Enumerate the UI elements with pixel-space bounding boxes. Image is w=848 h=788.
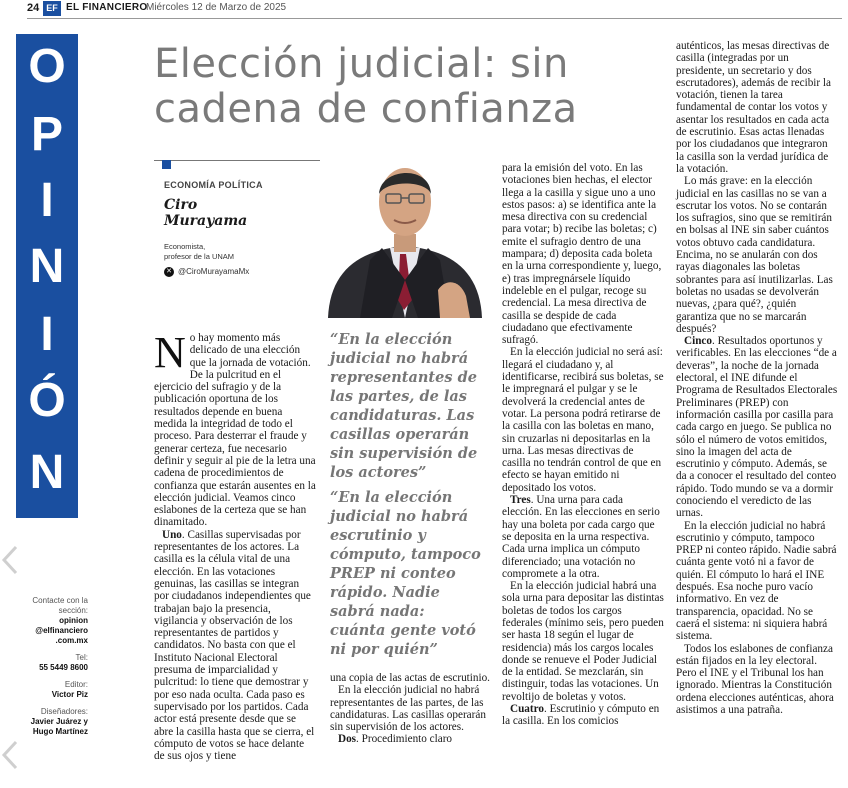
header-rule bbox=[27, 18, 842, 19]
headline-line: cadena de confianza bbox=[154, 86, 578, 132]
article-paragraph: En la elección judicial no será así: llegará el ciudadano y, al identificarse, recibirá sus boletas, se le impregnará el pulgar y se le devolverá la credencial antes de votar. La persona podrá retirarse de la casilla con las boletas en mano, sin cruzarlas ni depositarlas en la urna. Las mesas directivas de casilla no tendrán control de que en efecto se hayan emitido ni depositado los votos. bbox=[502, 346, 664, 494]
issue-date: Miércoles 12 de Marzo de 2025 bbox=[146, 2, 287, 13]
article-paragraph bbox=[330, 733, 490, 745]
article-paragraph bbox=[502, 494, 664, 580]
article-paragraph: auténticos, las mesas directivas de casilla (integradas por un presidente, un secretario y dos escrutadores), además de recibir la votación, tienen la tarea fundamental de contar los votos y asentar los resultados en cada acta de escrutinio. Esas actas llenadas por los ciudadanos que integraron la casilla son la verdad jurídica de la votación. bbox=[676, 40, 831, 175]
paragraph-text: . Resultados oportunos y verificables. En las elecciones “de a deveras”, la noche de la jornada electoral, el INE difunde el Programa de Resultados Electorales Preliminares (PREP) con información casilla por casilla para cada cargo en juego. Se publica no sólo el número de votos emitidos, sino la imagen del acta de escrutinio y cómputo. Además, se da a conocer el resultado del conteo rápido. Todo mundo se va a dormir conociendo el veredicto de las urnas. bbox=[676, 335, 838, 520]
author-name bbox=[164, 197, 304, 229]
tel-number: 55 5449 8600 bbox=[39, 663, 88, 672]
article-column-3 bbox=[502, 162, 664, 728]
article-paragraph bbox=[154, 529, 316, 763]
section-banner bbox=[16, 34, 78, 518]
author-handle[interactable]: @CiroMurayamaMx bbox=[178, 267, 250, 276]
contact-email-domain: @elfinanciero bbox=[35, 626, 88, 635]
paragraph-text: . Una urna para cada elección. En las elecciones en serio hay una boleta por cada cargo que se deposita en la urna respectiva. Cada urna implica un cómputo diferenciado; una votación no compromete a la otra. bbox=[502, 494, 660, 580]
pull-quote: “En la elección judicial no habrá escrutinio y cómputo, tampoco PREP ni conteo rápido. Nadie sabrá nada: cuánta gente votó ni por quién” bbox=[330, 489, 481, 658]
article-paragraph: una copia de las actas de escrutinio. bbox=[330, 672, 490, 684]
article-column-1 bbox=[154, 328, 316, 763]
column-section-label: ECONOMÍA POLÍTICA bbox=[164, 180, 263, 190]
headline-line: Elección judicial: sin bbox=[154, 41, 569, 87]
article-paragraph: En la elección judicial no habrá representantes de las partes, de las candidaturas. Las casillas operarán sin supervisión de los actores. bbox=[330, 684, 486, 734]
article-headline bbox=[154, 42, 624, 132]
author-role-line: Economista, bbox=[164, 242, 206, 251]
point-label: Cinco bbox=[684, 335, 712, 348]
drop-cap: N bbox=[154, 328, 186, 377]
designer-name: Javier Juárez y bbox=[30, 717, 88, 726]
article-paragraph: En la elección judicial no habrá escrutinio y cómputo, tampoco PREP ni conteo rápido. Nadie sabrá cuánta gente votó ni a favor de quién. El cómputo lo hará el INE después. Esa noche puro vacío informativo. En vez de transparencia, opacidad. No se caerá el sistema: ni siquiera habrá sistema. bbox=[676, 519, 837, 643]
section-contact bbox=[14, 596, 88, 737]
paragraph-text: . Casillas supervisadas por representantes de los actores. La casilla es la célula vital de una elección. En las votaciones genuinas, las casillas se integran por ciudadanos independientes que trabajan bajo la presencia, vigilancia y observación de los representantes de partidos y candidatos. No basta con que el Instituto Nacional Electoral presuma de imparcialidad y pulcritud: lo tiene que demostrar y por eso nada oculta. Cada paso es supervisado por los partidos. Cada actor está presente desde que se abre la casilla hasta que se cierra, el cómputo de votos se hace delante de sus ojos y tiene bbox=[154, 528, 315, 763]
point-label: Cuatro bbox=[510, 703, 544, 716]
page-number: 24 bbox=[27, 2, 40, 14]
article-column-4 bbox=[676, 40, 838, 716]
point-label: Uno bbox=[162, 528, 182, 541]
section-letter: I bbox=[40, 308, 54, 361]
author-role-line: profesor de la UNAM bbox=[164, 251, 235, 261]
chevron-left-icon bbox=[0, 545, 20, 575]
article-paragraph: Todos los eslabones de confianza están fijados en la ley electoral. Pero el INE y el Tribunal los han ignorado. Mientras la Constitución ordena elecciones auténticas, ahora asistimos a una patraña. bbox=[676, 642, 834, 717]
article-paragraph: En la elección judicial habrá una sola urna para depositar las distintas boletas de todos los cargos federales (mínimo seis, pero pueden ser hasta 18 según el lugar de residencia) más los cargos locales donde se renueve el Poder Judicial de la entidad. Se mezclarán, sin distinguir, todas las votaciones. Un revoltijo de boletas y votos. bbox=[502, 580, 664, 703]
section-letter: I bbox=[40, 174, 54, 227]
tel-label: Tel: bbox=[75, 653, 88, 662]
point-label: Tres bbox=[510, 494, 531, 507]
point-label: Dos bbox=[338, 733, 357, 746]
section-letter: N bbox=[29, 240, 65, 293]
contact-email-tld: .com.mx bbox=[55, 636, 88, 645]
contact-email-user: opinion bbox=[59, 616, 88, 625]
publication-logo: EF bbox=[43, 1, 61, 16]
article-paragraph: Lo más grave: en la elección judicial en las casillas no se van a escrutar los votos. No se contarán los sufragios, sino que se remitirán en bolsas al INE sin saber cuántos votos obtuvo cada candidatura. Encima, no se anularán con dos rayas diagonales las boletas sobrantes para así inutilizarlas. Las boletas no usadas se devolverán nuevas, ¿para qué?, ¿quién garantiza que no se marcarán después? bbox=[676, 175, 833, 335]
chevron-left-icon bbox=[0, 740, 20, 770]
editor-label: Editor: bbox=[64, 680, 88, 689]
contact-label: Contacte con la sección: bbox=[32, 596, 88, 615]
accent-tab bbox=[162, 160, 171, 169]
section-letter: N bbox=[29, 446, 65, 499]
article-column-2 bbox=[330, 672, 490, 746]
author-first-name: Ciro bbox=[164, 197, 198, 213]
author-role bbox=[164, 242, 304, 261]
designers-label: Diseñadores: bbox=[40, 707, 88, 716]
x-social-icon: ✕ bbox=[164, 267, 174, 277]
section-letter: Ó bbox=[28, 374, 66, 427]
section-letter: P bbox=[30, 108, 63, 161]
page-header bbox=[0, 0, 848, 18]
editor-name: Victor Piz bbox=[51, 690, 88, 699]
article-paragraph bbox=[502, 703, 664, 728]
paragraph-text: . Escrutinio y cómputo en la casilla. En los comicios bbox=[502, 703, 660, 728]
paragraph-text: o hay momento más delicado de una elección que la jornada de votación. De la pulcritud en el ejercicio del sufragio y de la publicación oportuna de los resultados depende en buena medida la integridad de todo el proceso. Para desterrar el fraude y generar certeza, fue necesario definir y seguir al pie de la letra una cadena de procedimientos de confianza que estarán ausentes en la elección judicial. Veamos cinco eslabones de la certeza que se han dinamitado. bbox=[154, 332, 316, 529]
section-letter: O bbox=[28, 40, 66, 93]
publication-name: EL FINANCIERO bbox=[66, 2, 148, 13]
article-paragraph bbox=[154, 328, 316, 529]
author-photo bbox=[320, 150, 490, 318]
author-last-name: Murayama bbox=[164, 213, 248, 229]
pull-quote: “En la elección judicial no habrá representantes de las partes, de las candidaturas. Las casillas operarán sin supervisión de los actores” bbox=[330, 331, 478, 481]
paragraph-text: . Procedimiento claro bbox=[356, 733, 453, 746]
designer-name: Hugo Martínez bbox=[32, 727, 88, 736]
article-paragraph: para la emisión del voto. En las votaciones bien hechas, el elector llega a la casilla y sigue uno a uno estos pasos: a) se identifica ante la mesa directiva con su credencial para votar; b) recibe las boletas; c) emite el sufragio dentro de una mampara; d) deposita cada boleta en la urna correspondiente y, luego, e) tras impregnársele líquido indeleble en el pulgar, recoge su credencial. La mesa directiva de casilla se despide de cada ciudadano que efectivamente sufragó. bbox=[502, 162, 662, 347]
article-paragraph bbox=[676, 335, 838, 519]
pull-quotes bbox=[330, 330, 482, 665]
